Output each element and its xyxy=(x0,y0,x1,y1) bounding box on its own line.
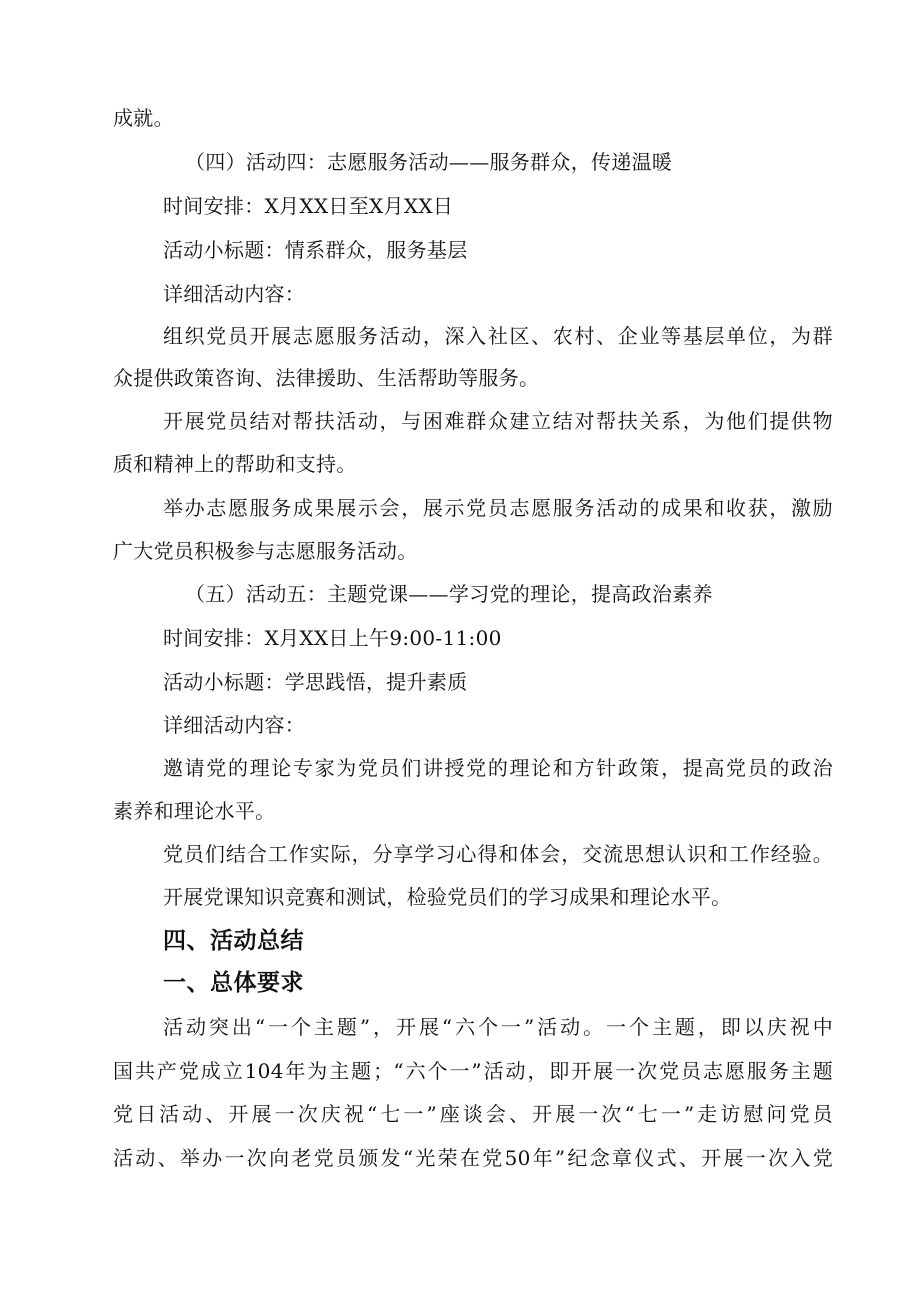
paragraph-line: 国共产党成立104年为主题；“六个一”活动，即开展一次党员志愿服务主题 xyxy=(113,1059,833,1083)
paragraph-line: 举办志愿服务成果展示会，展示党员志愿服务活动的成果和收获，激励 xyxy=(163,496,833,520)
paragraph-line: 素养和理论水平。 xyxy=(113,799,276,823)
paragraph-line: 党员们结合工作实际，分享学习心得和体会，交流思想认识和工作经验。 xyxy=(163,842,833,866)
paragraph-line: 质和精神上的帮助和支持。 xyxy=(113,452,357,476)
paragraph-line: 广大党员积极参与志愿服务活动。 xyxy=(113,539,418,563)
subtitle-line: 活动小标题：学思践悟，提升素质 xyxy=(163,670,468,694)
paragraph-line: 邀请党的理论专家为党员们讲授党的理论和方针政策，提高党员的政治 xyxy=(163,756,833,780)
detail-label: 详细活动内容： xyxy=(163,282,306,306)
detail-label: 详细活动内容： xyxy=(163,713,306,737)
text-line: 成就。 xyxy=(113,106,174,130)
section-heading: 一、总体要求 xyxy=(163,970,304,996)
activity-heading: （四）活动四：志愿服务活动——服务群众，传递温暖 xyxy=(185,150,673,174)
paragraph-line: 众提供政策咨询、法律援助、生活帮助等服务。 xyxy=(113,366,540,390)
paragraph-line: 党日活动、开展一次庆祝“七一”座谈会、开展一次“七一”走访慰问党员 xyxy=(113,1102,833,1126)
paragraph-line: 开展党员结对帮扶活动，与困难群众建立结对帮扶关系，为他们提供物 xyxy=(163,409,833,433)
paragraph-line: 活动突出“一个主题”，开展“六个一”活动。一个主题，即以庆祝中 xyxy=(163,1015,833,1039)
paragraph-line: 组织党员开展志愿服务活动，深入社区、农村、企业等基层单位，为群 xyxy=(163,324,833,348)
schedule-line: 时间安排：X月XX日上午9:00-11:00 xyxy=(163,626,502,650)
paragraph-line: 开展党课知识竞赛和测试，检验党员们的学习成果和理论水平。 xyxy=(163,885,732,909)
schedule-line: 时间安排：X月XX日至X月XX日 xyxy=(163,194,454,218)
subtitle-line: 活动小标题：情系群众，服务基层 xyxy=(163,238,468,262)
section-heading: 四、活动总结 xyxy=(163,928,304,954)
paragraph-line: 活动、举办一次向老党员颁发“光荣在党50年”纪念章仪式、开展一次入党 xyxy=(113,1146,833,1170)
activity-heading: （五）活动五：主题党课——学习党的理论，提高政治素养 xyxy=(185,582,713,606)
